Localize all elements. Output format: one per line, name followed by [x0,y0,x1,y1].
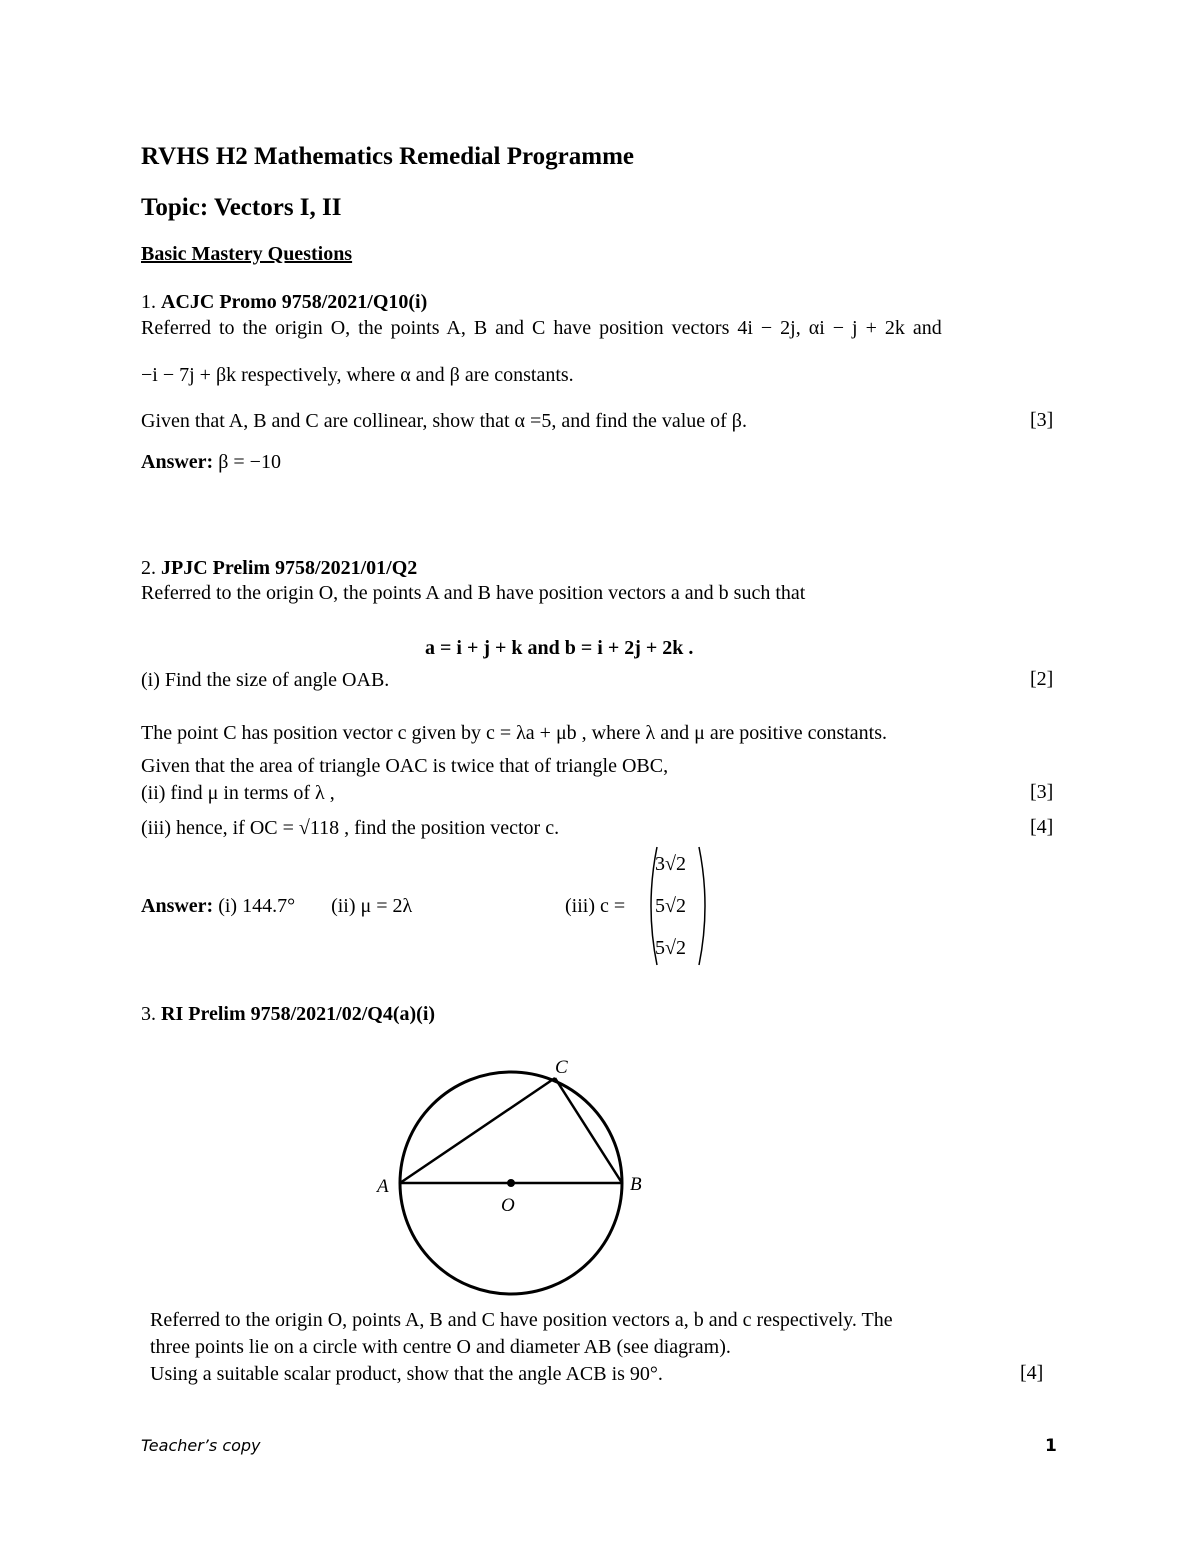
q2-line1: Referred to the origin O, the points A and B have position vectors a and b such that [141,582,806,604]
q1-line2: −i − 7j + βk respectively, where α and β are constants. [141,364,574,386]
topic-heading: Topic: Vectors I, II [141,194,342,221]
page-number: 1 [1045,1436,1057,1456]
q1-answer-label: Answer: [141,451,214,473]
q1-header [141,290,427,314]
q3-marks: [4] [1020,1362,1044,1384]
q1-source: ACJC Promo 9758/2021/Q10(i) [161,291,428,313]
q2-equation: a = i + j + k and b = i + 2j + 2k . [425,637,694,659]
q3-source: RI Prelim 9758/2021/02/Q4(a)(i) [161,1003,436,1025]
q2-number: 2. [141,557,156,579]
label-c: C [555,1057,568,1078]
q2-part-ii: (ii) find μ in terms of λ , [141,782,335,804]
vector-entry: 5√2 [655,937,686,959]
footer-copy-label: Teacher’s copy [141,1436,261,1455]
vector-entry: 3√2 [655,853,686,875]
chord-ac [400,1078,555,1183]
q2-answer-iii-label: (iii) c = [565,895,626,917]
q2-source: JPJC Prelim 9758/2021/01/Q2 [161,557,418,579]
q3-line2: three points lie on a circle with centre O and diameter AB (see diagram). [150,1336,731,1358]
q2-answer-i: (i) 144.7° [218,895,296,917]
q2-header [141,556,417,580]
q3-line1: Referred to the origin O, points A, B and C have position vectors a, b and c respectively. The [150,1309,893,1331]
q2-answer-iii-vector [645,843,711,969]
q1-line1: Referred to the origin O, the points A, B and C have position vectors 4i − 2j, αi − j + 2k and [141,317,942,339]
q1-answer-value: β = −10 [218,451,281,473]
q2-line-c1: The point C has position vector c given by c = λa + μb , where λ and μ are positive constants. [141,722,888,744]
q2-line-c2: Given that the area of triangle OAC is twice that of triangle OBC, [141,755,669,777]
q2-part-iii: (iii) hence, if OC = √118 , find the position vector c. [141,817,560,839]
chord-cb [555,1078,622,1183]
q1-marks: [3] [1030,409,1054,431]
q2-marks-i: [2] [1030,668,1054,690]
section-heading: Basic Mastery Questions [141,243,353,265]
q3-header [141,1002,435,1026]
document-title: RVHS H2 Mathematics Remedial Programme [141,143,634,170]
q2-answers [141,894,412,918]
label-o: O [501,1195,515,1216]
q3-line3: Using a suitable scalar product, show that the angle ACB is 90°. [150,1363,663,1385]
q1-answer [141,450,281,474]
label-b: B [630,1174,642,1195]
q2-marks-ii: [3] [1030,781,1054,803]
q2-marks-iii: [4] [1030,816,1054,838]
centre-point [507,1179,515,1187]
circle-diagram [370,1050,670,1300]
q2-answer-label: Answer: [141,895,214,917]
q1-number: 1. [141,291,156,313]
label-a: A [377,1176,389,1197]
q2-part-i: (i) Find the size of angle OAB. [141,669,390,691]
q1-line3: Given that A, B and C are collinear, show that α =5, and find the value of β. [141,410,747,432]
q3-number: 3. [141,1003,156,1025]
q2-answer-ii: (ii) μ = 2λ [331,895,413,917]
vector-entry: 5√2 [655,895,686,917]
